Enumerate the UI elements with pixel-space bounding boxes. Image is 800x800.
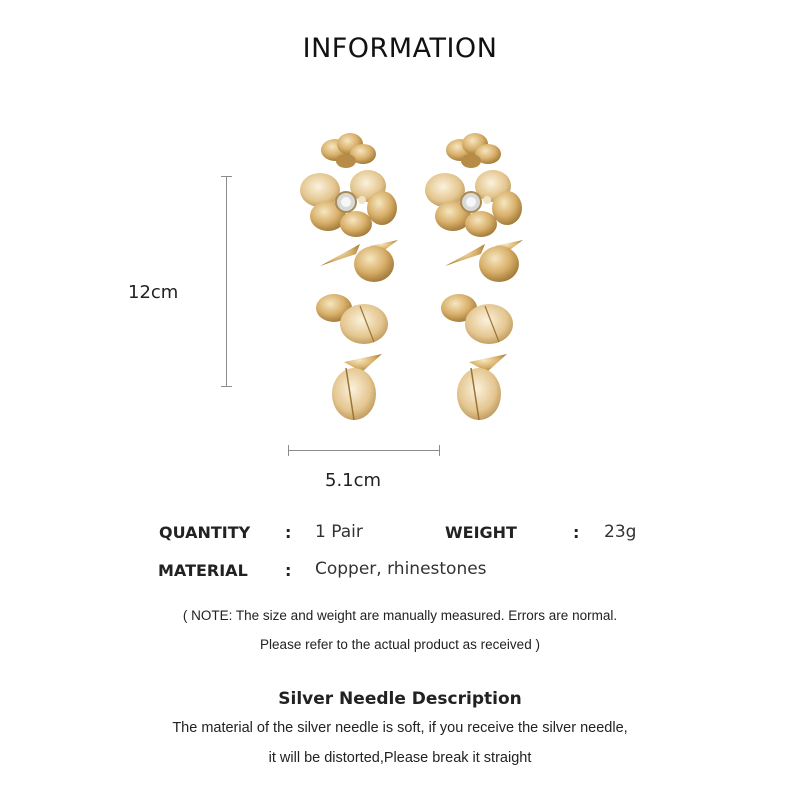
quantity-colon: : (285, 523, 292, 542)
width-dimension-label: 5.1cm (325, 470, 382, 491)
page-title: INFORMATION (302, 33, 498, 64)
height-dimension-cap-top (221, 176, 232, 177)
weight-colon: : (573, 523, 580, 542)
weight-value: 23g (604, 522, 637, 542)
material-colon: : (285, 561, 292, 580)
height-dimension-line (226, 176, 227, 387)
material-label: MATERIAL (158, 561, 248, 580)
width-dimension-cap-right (439, 445, 440, 456)
width-dimension-cap-left (288, 445, 289, 456)
note-line-2: Please refer to the actual product as received ) (260, 637, 540, 652)
floral-gold-earrings-icon (290, 128, 550, 428)
height-dimension-label: 12cm (128, 282, 179, 303)
silver-needle-line-1: The material of the silver needle is soft, if you receive the silver needle, (172, 720, 628, 736)
note-line-1: ( NOTE: The size and weight are manually measured. Errors are normal. (182, 608, 618, 623)
height-dimension-cap-bottom (221, 386, 232, 387)
quantity-value: 1 Pair (315, 522, 363, 542)
silver-needle-title: Silver Needle Description (278, 689, 522, 709)
quantity-label: QUANTITY (159, 523, 251, 542)
weight-label: WEIGHT (445, 523, 517, 542)
material-value: Copper, rhinestones (315, 559, 487, 579)
silver-needle-line-2: it will be distorted,Please break it straight (268, 750, 532, 766)
width-dimension-line (288, 450, 440, 451)
